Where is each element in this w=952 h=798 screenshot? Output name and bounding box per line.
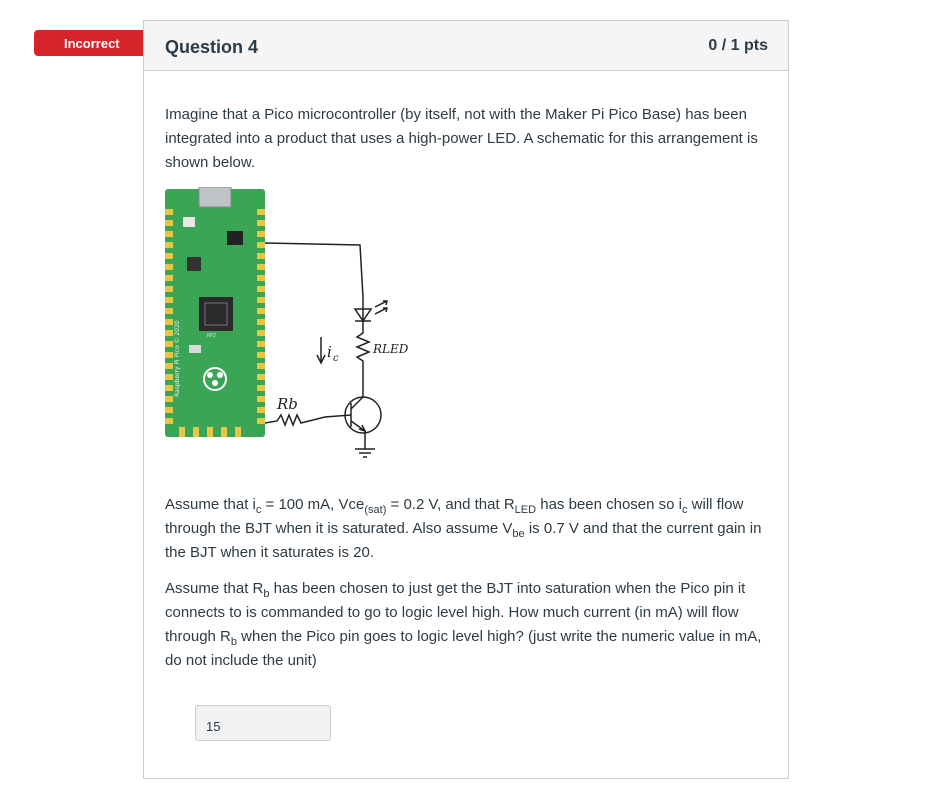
question-points: 0 / 1 pts [708,36,768,54]
circuit-schematic [165,187,425,477]
question-prompt-text: Assume that $R_b$ has been chosen to just get the BJT into saturation when the Pico pin it connects to is commanded to go to logic level high. How much current (in mA) will flow through $R_b$ when the Pico pin goes to logic level high? (just write the numeric value in mA, do not include the unit) [165,580,762,669]
question-body [144,71,788,741]
question-assumptions-text: Assume that $i_c = 100$ mA, Vce$_{(sat)}$ = 0.2 V, and that $R_{LED}$ has been chosen so $i_c$ will flow through the BJT when it is saturated. Also assume $V_{be}$ is 0.7 V and that the current gain in the BJT when it saturates is 20. [165,496,762,561]
question-card [143,20,789,779]
ic-label-sub: c [333,353,339,364]
board-side-text: Raspberry Pi Pico © 2020 [174,320,181,397]
rb-label: Rb [277,395,298,413]
rled-label: RLED [373,342,409,356]
ic-label: i [327,343,332,361]
board-chip-label: RP2 [207,333,217,339]
question-intro-text: Imagine that a Pico microcontroller (by itself, not with the Maker Pi Pico Base) has been integrated into a product that uses a high-power LED. A schematic for this arrangement is shown below. [165,106,758,171]
circuit-wires [265,243,387,457]
answer-input[interactable]: 15 [195,705,331,741]
status-badge: Incorrect [34,30,156,56]
pico-board [165,187,265,437]
question-header [144,21,788,71]
question-title: Question 4 [165,37,259,57]
